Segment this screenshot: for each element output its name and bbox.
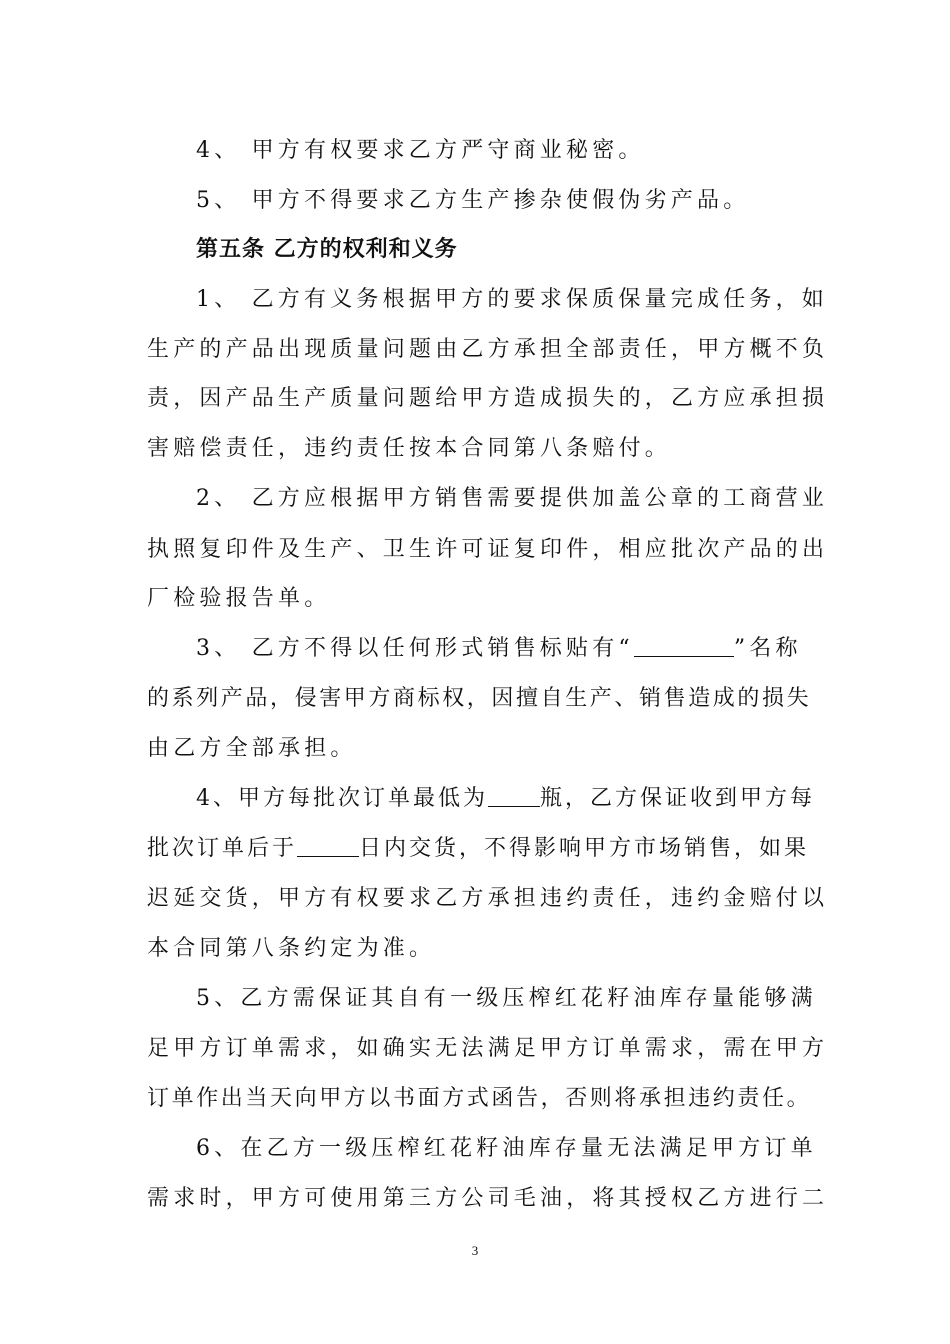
clause-5-6-line-1: 6、在乙方一级压榨红花籽油库存量无法满足甲方订单 [196, 1136, 817, 1161]
clause-5-4-line-1 [196, 784, 815, 814]
clause-5-5-line-1: 5、乙方需保证其自有一级压榨红花籽油库存量能够满 [196, 986, 817, 1011]
clause-5-3-text-a: 3、 乙方不得以任何形式销售标贴有“ [196, 636, 634, 661]
clause-4-5: 5、 甲方不得要求乙方生产掺杂使假伪劣产品。 [196, 188, 750, 213]
page-number: 3 [471, 1243, 479, 1258]
clause-5-4-line-2 [147, 834, 809, 864]
clause-5-4-text-c: 批次订单后于 [147, 836, 298, 861]
clause-5-4-text-a: 4、甲方每批次订单最低为 [196, 786, 488, 811]
clause-5-4-text-d: 日内交货，不得影响甲方市场销售，如果 [359, 836, 810, 861]
clause-5-2-line-2: 执照复印件及生产、卫生许可证复印件，相应批次产品的出 [147, 537, 829, 562]
clause-5-3-line-1 [196, 634, 802, 664]
article-5-heading: 第五条 乙方的权利和义务 [196, 237, 458, 262]
clause-5-2-line-1: 2、 乙方应根据甲方销售需要提供加盖公章的工商营业 [196, 486, 828, 511]
clause-5-1-line-4: 害赔偿责任，违约责任按本合同第八条赔付。 [147, 436, 672, 461]
clause-5-4-text-b: 瓶，乙方保证收到甲方每 [540, 786, 816, 811]
clause-5-4-line-3: 迟延交货，甲方有权要求乙方承担违约责任，违约金赔付以 [147, 886, 829, 911]
clause-5-3-text-b: ”名称 [733, 636, 802, 661]
clause-5-1-line-1: 1、 乙方有义务根据甲方的要求保质保量完成任务，如 [196, 287, 828, 312]
clause-5-1-line-3: 责，因产品生产质量问题给甲方造成损失的，乙方应承担损 [147, 386, 829, 411]
min-quantity-blank [488, 784, 540, 807]
clause-5-1-line-2: 生产的产品出现质量问题由乙方承担全部责任，甲方概不负 [147, 337, 829, 362]
clause-5-6-line-2: 需求时，甲方可使用第三方公司毛油，将其授权乙方进行二 [147, 1186, 829, 1211]
clause-5-2-line-3: 厂检验报告单。 [147, 586, 331, 611]
clause-4-4: 4、 甲方有权要求乙方严守商业秘密。 [196, 138, 645, 163]
clause-5-5-line-2: 足甲方订单需求，如确实无法满足甲方订单需求，需在甲方 [147, 1036, 829, 1061]
clause-5-4-line-4: 本合同第八条约定为准。 [147, 936, 436, 961]
clause-5-3-line-3: 由乙方全部承担。 [147, 736, 357, 761]
trademark-blank [634, 634, 734, 657]
clause-5-5-line-3: 订单作出当天向甲方以书面方式函告，否则将承担违约责任。 [147, 1086, 812, 1111]
clause-5-3-line-2: 的系列产品，侵害甲方商标权，因擅自生产、销售造成的损失 [147, 686, 812, 711]
delivery-days-blank [297, 834, 359, 857]
